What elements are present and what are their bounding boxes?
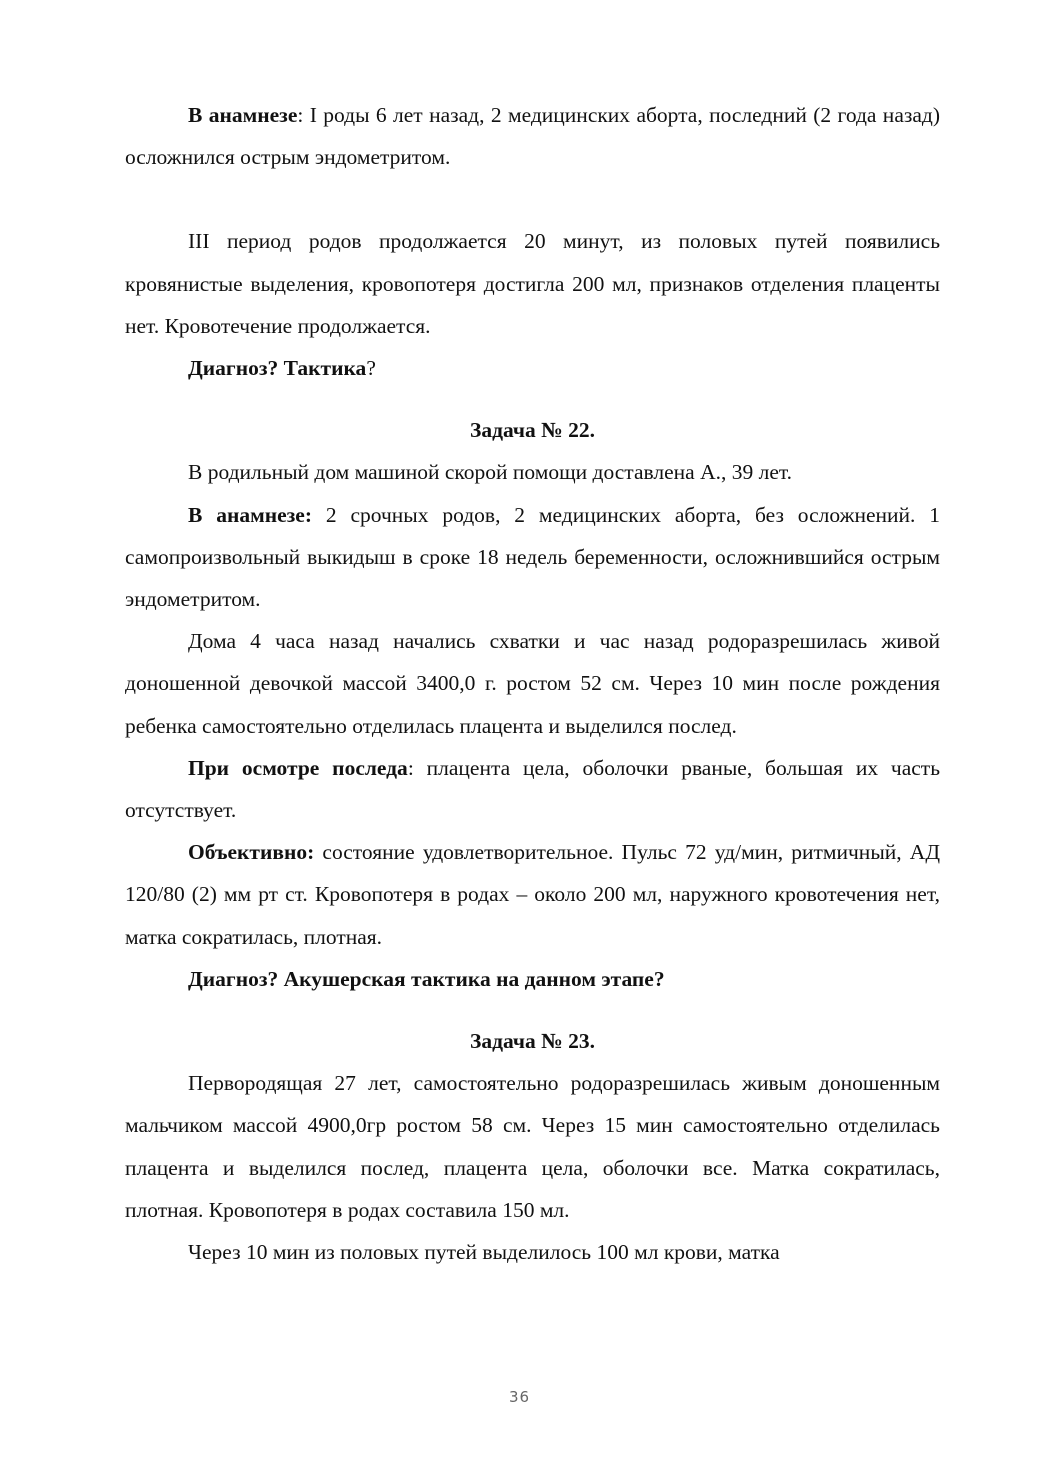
paragraph-objective bbox=[125, 831, 940, 958]
paragraph-anamnesis-1 bbox=[125, 94, 940, 178]
spacer bbox=[125, 178, 940, 220]
paragraph-anamnesis-2 bbox=[125, 494, 940, 621]
paragraph-text: III период родов продолжается 20 минут, из половых путей появились кровянистые выделения, кровопотеря достигла 200 мл, признаков отделения плаценты нет. Кровотечение продолжается. bbox=[125, 229, 940, 338]
paragraph-placenta-exam bbox=[125, 747, 940, 831]
paragraph-text: ? bbox=[366, 356, 376, 381]
paragraph-text: состояние удовлетворительное. Пульс 72 уд/мин, ритмичный, АД 120/80 (2) мм рт ст. Кровопотеря в родах – около 200 мл, наружного кровотечения нет, матка сократилась, плотная. bbox=[125, 840, 940, 949]
paragraph-third-stage bbox=[125, 220, 940, 347]
bold-label: Диагноз? Тактика bbox=[188, 356, 367, 381]
paragraph-text: Через 10 мин из половых путей выделилось 100 мл крови, матка bbox=[188, 1240, 780, 1265]
paragraph-text: 2 срочных родов, 2 медицинских аборта, без осложнений. 1 самопроизвольный выкидыш в сроке 18 недель беременности, осложнившийся острым эндометритом. bbox=[125, 502, 940, 612]
task-22-heading: Задача № 22. bbox=[470, 418, 595, 443]
spacer bbox=[125, 389, 940, 409]
paragraph-text: Дома 4 часа назад начались схватки и час назад родоразрешилась живой доношенной девочкой массой 3400,0 г. ростом 52 см. Через 10 мин после рождения ребенка самостоятельно отделилась плацента и выделился послед. bbox=[125, 629, 940, 738]
paragraph-text: Первородящая 27 лет, самостоятельно родоразрешилась живым доношенным мальчиком массой 4900,0гр ростом 58 см. Через 15 мин самостоятельно отделилась плацента и выделился послед, плацента цела, оболочки все. Матка сократилась, плотная. Кровопотеря в родах составила 150 мл. bbox=[125, 1071, 940, 1222]
paragraph-bleeding bbox=[125, 1231, 940, 1273]
task-23-heading: Задача № 23. bbox=[470, 1029, 595, 1054]
bold-label: В анамнезе: bbox=[188, 502, 313, 527]
question-obstetric-tactics bbox=[125, 958, 940, 1000]
spacer bbox=[125, 1000, 940, 1020]
page-content bbox=[125, 94, 940, 1273]
bold-label: Объективно: bbox=[188, 840, 315, 865]
bold-label: При осмотре последа bbox=[188, 755, 408, 780]
paragraph-text: : I роды 6 лет назад, 2 медицинских аборта, последний (2 года назад) осложнился острым эндометритом. bbox=[125, 103, 940, 170]
paragraph-text: : плацента цела, оболочки рваные, большая их часть отсутствует. bbox=[125, 755, 941, 823]
paragraph-text: В родильный дом машиной скорой помощи доставлена А., 39 лет. bbox=[188, 460, 793, 485]
paragraph-delivery bbox=[125, 620, 940, 747]
page-number: 36 bbox=[508, 1388, 531, 1406]
bold-label: Диагноз? Акушерская тактика на данном этапе? bbox=[188, 966, 665, 991]
paragraph-admission bbox=[125, 451, 940, 493]
bold-label: В анамнезе bbox=[188, 103, 298, 127]
paragraph-primipara bbox=[125, 1062, 940, 1231]
question-diagnosis-tactics bbox=[125, 347, 940, 389]
